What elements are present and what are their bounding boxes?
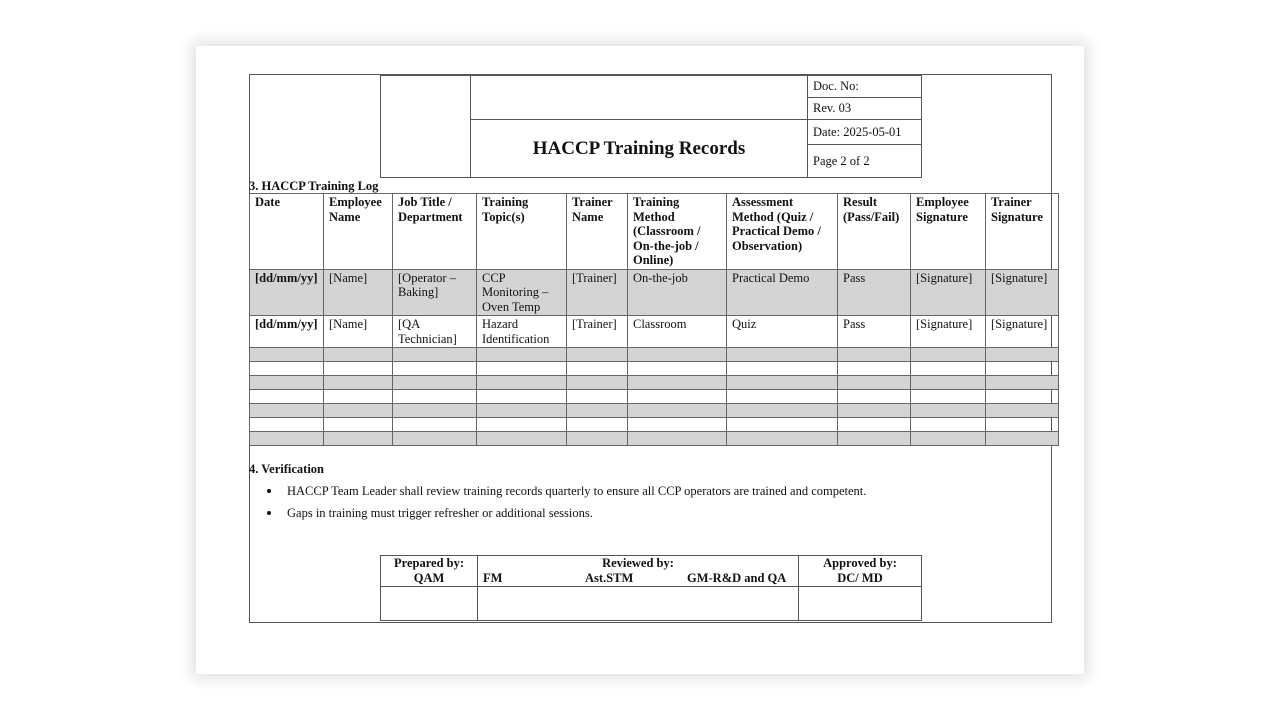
prepared-signature-cell — [381, 587, 478, 621]
table-cell: On-the-job — [628, 269, 727, 316]
list-item — [267, 506, 866, 528]
table-cell: [Operator – Baking] — [393, 269, 477, 316]
signoff-table — [380, 555, 922, 621]
column-header: Job Title / Department — [393, 194, 477, 270]
approved-by-role: DC/ MD — [837, 570, 883, 585]
column-header: Employee Name — [324, 194, 393, 270]
list-item-text: Gaps in training must trigger refresher or additional sessions. — [287, 505, 593, 520]
empty-row — [250, 376, 1059, 390]
column-header: Trainer Name — [567, 194, 628, 270]
training-log-table — [249, 193, 1059, 446]
prepared-by-cell — [381, 556, 478, 587]
empty-row — [250, 418, 1059, 432]
section-3-heading: 3. HACCP Training Log — [249, 179, 379, 193]
table-cell: Pass — [838, 316, 911, 348]
column-header: Employee Signature — [911, 194, 986, 270]
page-number: Page 2 of 2 — [808, 145, 922, 178]
reviewed-by-label: Reviewed by: — [602, 556, 674, 570]
column-header: Trainer Signature — [986, 194, 1059, 270]
column-header: Training Topic(s) — [477, 194, 567, 270]
prepared-by-label: Prepared by: — [393, 556, 465, 570]
doc-no: Doc. No: — [808, 76, 922, 98]
table-cell: Practical Demo — [727, 269, 838, 316]
reviewer-gm-rd-qa: GM-R&D and QA — [687, 571, 787, 585]
table-cell: Hazard Identification — [477, 316, 567, 348]
verification-list — [267, 484, 866, 527]
issue-date: Date: 2025-05-01 — [808, 120, 922, 145]
table-row — [250, 316, 1059, 348]
table-cell: Quiz — [727, 316, 838, 348]
reviewer-ast-stm: Ast.STM — [585, 571, 634, 585]
approved-signature-cell — [799, 587, 922, 621]
table-row — [250, 269, 1059, 316]
empty-row — [250, 348, 1059, 362]
empty-row — [250, 432, 1059, 446]
column-header: Result (Pass/Fail) — [838, 194, 911, 270]
table-cell: [Name] — [324, 316, 393, 348]
table-cell: [dd/mm/yy] — [250, 269, 324, 316]
document-title: HACCP Training Records — [471, 120, 808, 178]
empty-row — [250, 390, 1059, 404]
table-cell: [Signature] — [986, 316, 1059, 348]
reviewer-fm: FM — [483, 571, 503, 585]
reviewed-signature-cell — [478, 587, 799, 621]
table-cell: [QA Technician] — [393, 316, 477, 348]
table-cell: [Name] — [324, 269, 393, 316]
bullet-icon — [267, 489, 271, 493]
table-cell: CCP Monitoring – Oven Temp — [477, 269, 567, 316]
table-cell: [Signature] — [986, 269, 1059, 316]
column-header: Assessment Method (Quiz / Practical Demo / Observation) — [727, 194, 838, 270]
bullet-icon — [267, 511, 271, 515]
list-item-text: HACCP Team Leader shall review training records quarterly to ensure all CCP operators are trained and competent. — [287, 484, 867, 498]
revision: Rev. 03 — [808, 98, 922, 120]
table-cell: Classroom — [628, 316, 727, 348]
logo-cell — [381, 76, 471, 178]
reviewed-by-cell — [478, 556, 799, 587]
table-cell: [Trainer] — [567, 269, 628, 316]
approved-by-cell — [799, 556, 922, 587]
document-header — [380, 75, 922, 178]
table-header-row — [250, 194, 1059, 270]
header-blank-cell — [471, 76, 808, 120]
table-cell: [Trainer] — [567, 316, 628, 348]
empty-row — [250, 362, 1059, 376]
list-item — [267, 484, 866, 506]
column-header: Training Method (Classroom / On-the-job / Online) — [628, 194, 727, 270]
table-cell: [Signature] — [911, 316, 986, 348]
approved-by-label: Approved by: — [823, 556, 897, 570]
section-4-heading: 4. Verification — [249, 462, 324, 476]
prepared-by-role: QAM — [413, 570, 445, 585]
table-cell: [dd/mm/yy] — [250, 316, 324, 348]
empty-row — [250, 404, 1059, 418]
table-cell: [Signature] — [911, 269, 986, 316]
column-header: Date — [250, 194, 324, 270]
table-cell: Pass — [838, 269, 911, 316]
